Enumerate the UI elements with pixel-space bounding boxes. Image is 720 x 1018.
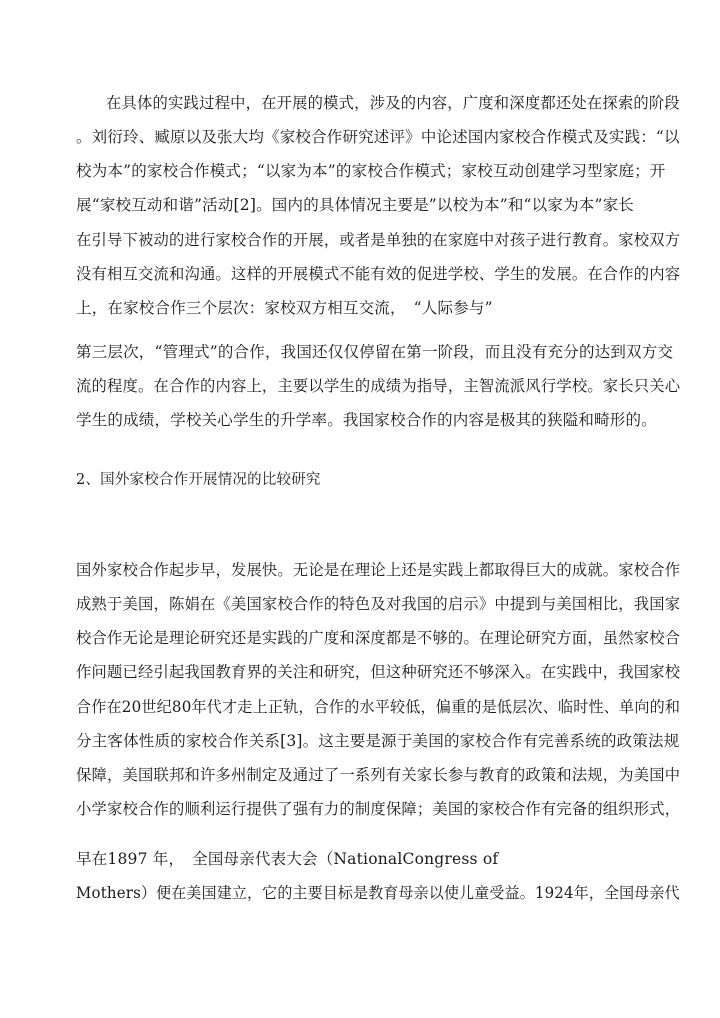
paragraph-2-line-9: 早在1897 年， 全国母亲代表大会（NationalCongress of bbox=[76, 850, 499, 868]
paragraph-1-line-10: 学生的成绩，学校关心学生的升学率。我国家校合作的内容是极其的狭隘和畸形的。 bbox=[76, 411, 657, 429]
paragraph-2-line-10: Mothers）便在美国建立，它的主要目标是教育母亲以使儿童受益。1924年，全国母亲代 bbox=[76, 884, 680, 902]
section-heading: 2、国外家校合作开展情况的比较研究 bbox=[76, 472, 321, 488]
paragraph-2-line-3: 校合作无论是理论研究还是实践的广度和深度都是不够的。在理论研究方面，虽然家校合 bbox=[76, 629, 681, 647]
paragraph-1-line-9: 流的程度。在合作的内容上，主要以学生的成绩为指导，主智流派风行学校。家长只关心 bbox=[76, 377, 681, 395]
paragraph-2-line-2: 成熟于美国，陈娟在《美国家校合作的特色及对我国的启示》中提到与美国相比，我国家 bbox=[76, 595, 681, 613]
paragraph-2-line-1: 国外家校合作起步早，发展快。无论是在理论上还是实践上都取得巨大的成就。家校合作 bbox=[76, 561, 681, 579]
paragraph-1-line-1: 在具体的实践过程中，在开展的模式，涉及的内容，广度和深度都还处在探索的阶段 bbox=[106, 94, 680, 112]
paragraph-2-line-6: 分主客体性质的家校合作关系[3]。这主要是源于美国的家校合作有完善系统的政策法规 bbox=[76, 732, 680, 750]
paragraph-1-line-8: 第三层次，“管理式”的合作，我国还仅仅停留在第一阶段，而且没有充分的达到双方交 bbox=[76, 343, 674, 361]
paragraph-1-line-3: 校为本”的家校合作模式；“以家为本”的家校合作模式；家校互动创建学习型家庭；开 bbox=[76, 162, 666, 180]
paragraph-1-line-2: 。刘衍玲、臧原以及张大均《家校合作研究述评》中论述国内家校合作模式及实践：“以 bbox=[76, 128, 680, 146]
paragraph-1-line-4: 展“家校互动和谐”活动[2]。国内的具体情况主要是”以校为本”和“以家为本”家长 bbox=[76, 196, 635, 214]
paragraph-1-line-7: 上，在家校合作三个层次：家校双方相互交流， “人际参与” bbox=[76, 299, 493, 317]
paragraph-2-line-5: 合作在20世纪80年代才走上正轨，合作的水平较低，偏重的是低层次、临时性、单向的和 bbox=[76, 698, 681, 716]
paragraph-2-line-8: 小学家校合作的顺利运行提供了强有力的制度保障；美国的家校合作有完备的组织形式， bbox=[76, 800, 681, 818]
paragraph-1-line-6: 没有相互交流和沟通。这样的开展模式不能有效的促进学校、学生的发展。在合作的内容 bbox=[76, 265, 681, 283]
paragraph-2-line-4: 作问题已经引起我国教育界的关注和研究，但这种研究还不够深入。在实践中，我国家校 bbox=[76, 663, 681, 681]
paragraph-2-line-7: 保障，美国联邦和许多州制定及通过了一系列有关家长参与教育的政策和法规，为美国中 bbox=[76, 766, 681, 784]
paragraph-1-line-5: 在引导下被动的进行家校合作的开展，或者是单独的在家庭中对孩子进行教育。家校双方 bbox=[76, 231, 681, 249]
